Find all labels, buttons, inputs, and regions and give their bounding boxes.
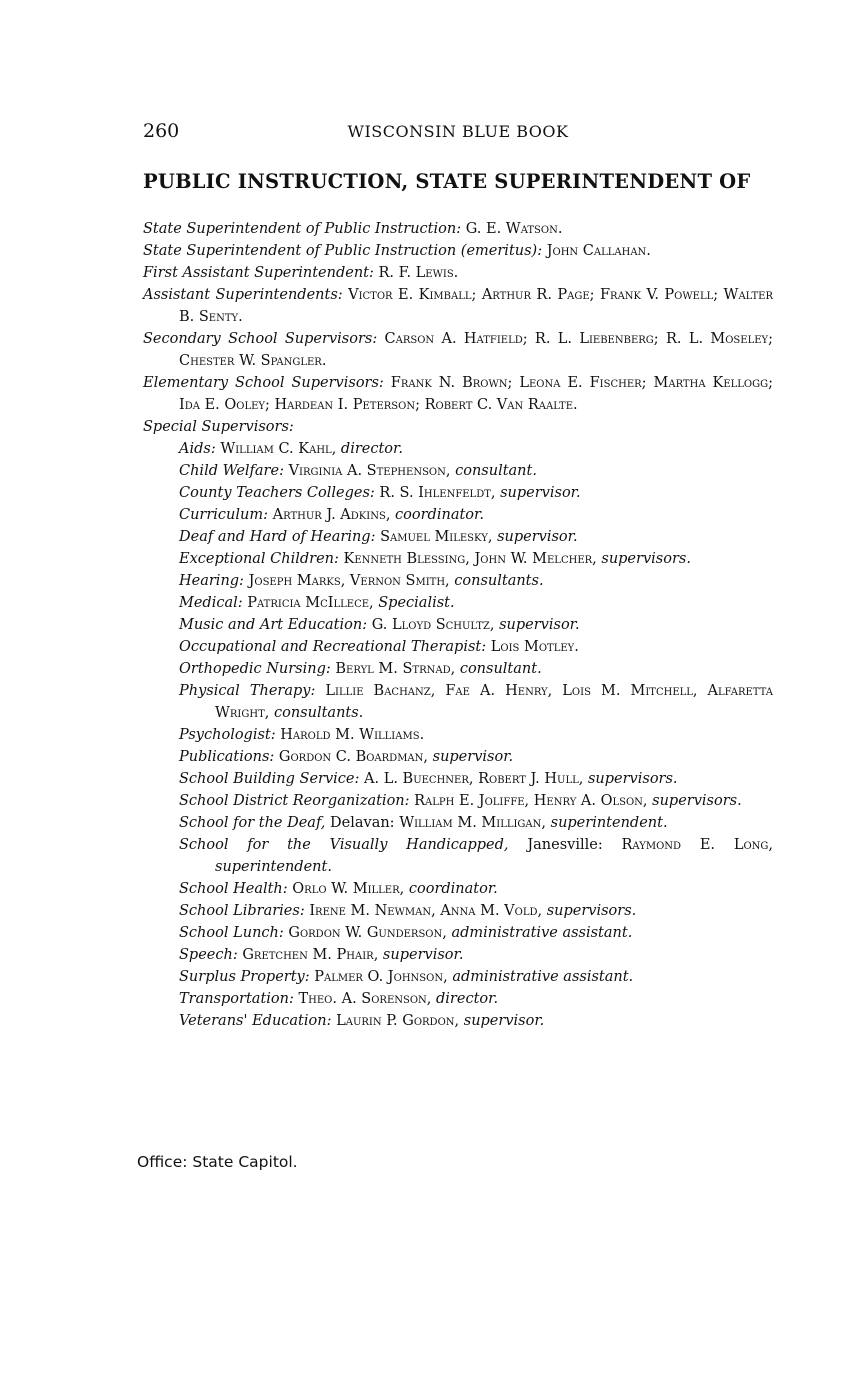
entry-role: Specialist. <box>378 595 455 611</box>
entry-names: A. L. Buechner, Robert J. Hull, <box>364 771 584 787</box>
special-supervisor-entry <box>143 966 773 988</box>
entry-label: Deaf and Hard of Hearing: <box>179 529 376 545</box>
special-supervisor-entry <box>143 812 773 834</box>
special-supervisor-entry <box>143 988 773 1010</box>
official-entry <box>143 328 773 372</box>
page-number: 260 <box>143 120 180 142</box>
entry-role: director. <box>436 991 499 1007</box>
running-head: WISCONSIN BLUE BOOK <box>347 122 569 141</box>
entry-names: William M. Milligan, <box>399 815 547 831</box>
entry-role: superintendent. <box>215 859 332 875</box>
entry-names: Lois Motley. <box>490 639 579 655</box>
entry-names: Patricia McIllece, <box>247 595 374 611</box>
special-supervisor-entry <box>143 900 773 922</box>
directory-body <box>143 218 773 1032</box>
entry-names: R. S. Ihlenfeldt, <box>379 485 496 501</box>
entry-names: Samuel Milesky, <box>380 529 493 545</box>
entry-label: Transportation: <box>179 991 294 1007</box>
entry-label: Surplus Property: <box>179 969 310 985</box>
special-supervisor-entry <box>143 592 773 614</box>
entry-names: Harold M. Williams. <box>280 727 425 743</box>
page-header <box>143 120 773 144</box>
entry-label: School for the Deaf, <box>179 815 326 831</box>
entry-names: Irene M. Newman, Anna M. Vold, <box>309 903 543 919</box>
entry-label: School Libraries: <box>179 903 305 919</box>
special-supervisors-list <box>143 438 773 1032</box>
entry-label: Veterans' Education: <box>179 1013 332 1029</box>
special-supervisor-entry <box>143 790 773 812</box>
entry-label: County Teachers Colleges: <box>179 485 375 501</box>
special-supervisor-entry <box>143 746 773 768</box>
entry-role: supervisors. <box>652 793 742 809</box>
entry-label: Child Welfare: <box>179 463 284 479</box>
special-supervisor-entry <box>143 636 773 658</box>
entry-names: Lillie Bachanz, Fae A. Henry, Lois M. Mitchell, Alfaretta Wright, <box>215 683 773 721</box>
entry-names: Gretchen M. Phair, <box>242 947 379 963</box>
entry-role: consultant. <box>455 463 537 479</box>
special-supervisor-entry <box>143 768 773 790</box>
special-supervisor-entry <box>143 460 773 482</box>
entry-role: consultants. <box>454 573 544 589</box>
special-supervisor-entry <box>143 504 773 526</box>
special-supervisor-entry <box>143 834 773 878</box>
special-supervisor-entry <box>143 570 773 592</box>
entry-label: School Lunch: <box>179 925 284 941</box>
entry-names: Arthur J. Adkins, <box>272 507 391 523</box>
entry-role: consultant. <box>459 661 542 677</box>
entry-place: Janesville: <box>527 837 603 853</box>
entry-role: consultants. <box>273 705 364 721</box>
entry-label: School for the Visually Handicapped, <box>179 837 509 853</box>
entry-label: Hearing: <box>179 573 244 589</box>
entry-role: coordinator. <box>408 881 498 897</box>
entry-names: John Callahan. <box>546 243 651 259</box>
entry-names: Kenneth Blessing, John W. Melcher, <box>343 551 597 567</box>
entry-label: Exceptional Children: <box>179 551 339 567</box>
entry-role: superintendent. <box>550 815 668 831</box>
entry-label: School Building Service: <box>179 771 360 787</box>
entry-role: supervisor. <box>382 947 464 963</box>
special-supervisor-entry <box>143 944 773 966</box>
entry-role: coordinator. <box>395 507 484 523</box>
entry-role: supervisors. <box>546 903 637 919</box>
entry-names: Virginia A. Stephenson, <box>288 463 451 479</box>
entry-role: director. <box>340 441 403 457</box>
entry-names: Palmer O. Johnson, <box>314 969 448 985</box>
special-supervisors-heading: Special Supervisors: <box>143 419 294 435</box>
entry-names: G. Lloyd Schultz, <box>371 617 495 633</box>
entry-label: Speech: <box>179 947 238 963</box>
official-entry <box>143 262 773 284</box>
special-supervisor-entry <box>143 878 773 900</box>
entry-names: William C. Kahl, <box>220 441 337 457</box>
entry-label: State Superintendent of Public Instruction (emeritus): <box>143 243 543 259</box>
entry-names: R. F. Lewis. <box>378 265 459 281</box>
entry-names: Frank N. Brown; Leona E. Fischer; Martha Kellogg; Ida E. Ooley; Hardean I. Peterson; Robert C. Van Raalte. <box>179 375 773 413</box>
entry-label: Music and Art Education: <box>179 617 368 633</box>
entry-names: Victor E. Kimball; Arthur R. Page; Frank V. Powell; Walter B. Senty. <box>179 287 774 325</box>
office-line: Office: State Capitol. <box>137 1153 298 1171</box>
entry-label: Curriculum: <box>179 507 269 523</box>
entry-names: Gordon W. Gunderson, <box>288 925 447 941</box>
official-entry <box>143 240 773 262</box>
entry-names: Laurin P. Gordon, <box>336 1013 460 1029</box>
entry-role: supervisor. <box>499 617 580 633</box>
entry-label: Occupational and Recreational Therapist: <box>179 639 487 655</box>
special-supervisor-entry <box>143 526 773 548</box>
special-supervisor-entry <box>143 922 773 944</box>
entry-names: Theo. A. Sorenson, <box>298 991 432 1007</box>
entry-role: supervisors. <box>601 551 691 567</box>
entry-label: State Superintendent of Public Instruction: <box>143 221 462 237</box>
special-supervisor-entry <box>143 482 773 504</box>
special-supervisor-entry <box>143 1010 773 1032</box>
special-supervisor-entry <box>143 548 773 570</box>
entry-role: administrative assistant. <box>451 925 633 941</box>
section-title: PUBLIC INSTRUCTION, STATE SUPERINTENDENT OF <box>143 170 751 193</box>
special-supervisor-entry <box>143 658 773 680</box>
entry-label: School Health: <box>179 881 288 897</box>
entry-names: G. E. Watson. <box>465 221 563 237</box>
entry-names: Gordon C. Boardman, <box>278 749 429 765</box>
entry-label: Medical: <box>179 595 243 611</box>
entry-label: School District Reorganization: <box>179 793 410 809</box>
entry-label: First Assistant Superintendent: <box>143 265 374 281</box>
entry-label: Elementary School Supervisors: <box>143 375 384 391</box>
special-supervisor-entry <box>143 724 773 746</box>
special-supervisor-entry <box>143 680 773 724</box>
official-entry <box>143 372 773 416</box>
entry-label: Psychologist: <box>179 727 276 743</box>
entry-names: Joseph Marks, Vernon Smith, <box>248 573 450 589</box>
entry-names: Beryl M. Strnad, <box>335 661 456 677</box>
entry-label: Orthopedic Nursing: <box>179 661 331 677</box>
entry-role: supervisor. <box>463 1013 545 1029</box>
entry-names: Ralph E. Joliffe, Henry A. Olson, <box>414 793 648 809</box>
entry-role: supervisor. <box>500 485 581 501</box>
entry-label: Physical Therapy: <box>179 683 316 699</box>
official-entry <box>143 284 773 328</box>
special-supervisor-entry <box>143 438 773 460</box>
entry-role: supervisor. <box>432 749 514 765</box>
entry-place: Delavan: <box>330 815 395 831</box>
entry-role: supervisors. <box>587 771 678 787</box>
official-entry <box>143 218 773 240</box>
entry-label: Secondary School Supervisors: <box>143 331 378 347</box>
entry-role: administrative assistant. <box>452 969 634 985</box>
officials-list <box>143 218 773 416</box>
special-supervisor-entry <box>143 614 773 636</box>
entry-label: Publications: <box>179 749 275 765</box>
entry-names: Orlo W. Miller, <box>292 881 405 897</box>
entry-role: supervisor. <box>497 529 578 545</box>
entry-names: Raymond E. Long, <box>621 837 774 853</box>
entry-label: Assistant Superintendents: <box>143 287 343 303</box>
entry-names: Carson A. Hatfield; R. L. Liebenberg; R. L. Moseley; Chester W. Spangler. <box>179 331 773 369</box>
entry-label: Aids: <box>179 441 216 457</box>
